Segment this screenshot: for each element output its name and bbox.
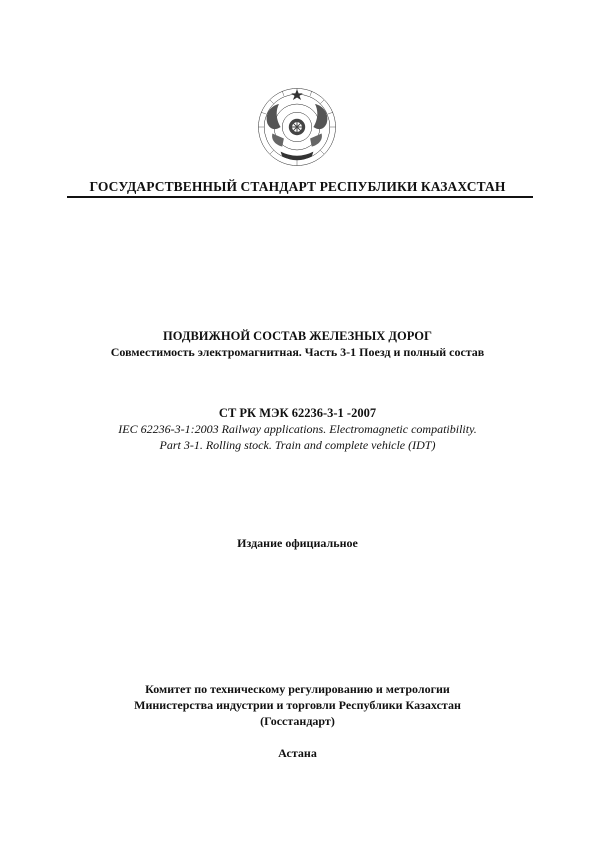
edition-label: Издание официальное <box>237 536 358 550</box>
standard-number: СТ РК МЭК 62236-3-1 -2007 <box>218 406 377 420</box>
publisher-line-1: Комитет по техническому регулированию и метрологии <box>145 682 450 696</box>
iec-reference-line-2: Part 3-1. Rolling stock. Train and complete vehicle (IDT) <box>159 438 436 452</box>
header-divider <box>67 196 533 198</box>
header-title: ГОСУДАРСТВЕННЫЙ СТАНДАРТ РЕСПУБЛИКИ КАЗАХСТАН <box>89 179 506 194</box>
document-title: ПОДВИЖНОЙ СОСТАВ ЖЕЛЕЗНЫХ ДОРОГ <box>163 329 432 343</box>
publisher-line-2: Министерства индустрии и торговли Республики Казахстан <box>134 698 461 712</box>
document-subtitle: Совместимость электромагнитная. Часть 3-1 Поезд и полный состав <box>110 345 485 359</box>
publisher-line-3: (Госстандарт) <box>260 714 335 728</box>
iec-reference-line-1: IEC 62236-3-1:2003 Railway applications. Electromagnetic compatibility. <box>118 422 477 436</box>
publication-city: Астана <box>278 746 317 760</box>
state-emblem-icon <box>256 86 338 168</box>
